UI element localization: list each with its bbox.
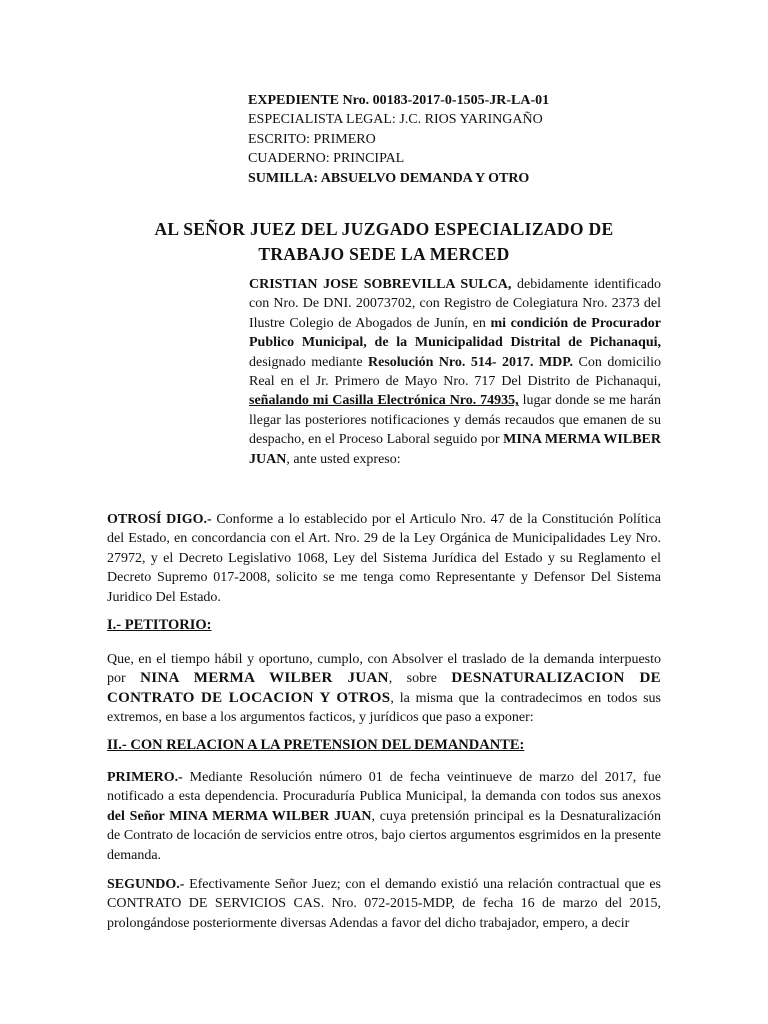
sumilla-line: SUMILLA: ABSUELVO DEMANDA Y OTRO — [248, 170, 530, 186]
otrosi-paragraph — [107, 510, 661, 607]
petitorio-paragraph — [107, 650, 661, 728]
intro-text-3: Con domicilio Real en el Jr. Primero de Mayo Nro. 717 Del Distrito de Pichanaqui, — [249, 354, 661, 390]
petitorio-text-3: , la misma que la contradecimos en todos sus extremos, en base a los argumentos facticos, y jurídicos que paso a exponer: — [107, 690, 661, 726]
intro-text-5: , ante usted expreso: — [286, 451, 401, 467]
cuaderno-line: CUADERNO: PRINCIPAL — [248, 151, 405, 167]
escrito-line: ESCRITO: PRIMERO — [248, 131, 376, 147]
expediente-line: EXPEDIENTE Nro. 00183-2017-0-1505-JR-LA-01 — [248, 93, 550, 108]
intro-text-2: designado mediante — [249, 354, 369, 370]
petitorio-materia: DESNATURALIZACION DE CONTRATO DE LOCACION Y OTROS — [107, 670, 661, 706]
petitorio-text-2: , sobre — [388, 671, 452, 687]
petitorio-text-1: Que, en el tiempo hábil y oportuno, cumplo, con Absolver el traslado de la demanda interpuesto por — [107, 652, 661, 687]
resolucion-text: Resolución Nro. 514- 2017. MDP. — [368, 354, 574, 370]
otrosi-text: Conforme a lo establecido por el Articulo Nro. 47 de la Constitución Política del Estado, en concordancia con el Art. Nro. 29 de la Ley Orgánica de Municipalidades Ley Nro. 27972, y el Decreto Legislativo 1068, Ley del Sistema Jurídica del Estado y su Reglamento el Decreto Supremo 017-2008, solicito se me tenga como Representante y Defensor Del Sistema Juridico Del Estado. — [107, 512, 661, 605]
title-line-1: AL SEÑOR JUEZ DEL JUZGADO ESPECIALIZADO DE — [154, 219, 614, 239]
section-2-heading: II.- CON RELACION A LA PRETENSION DEL DEMANDANTE: — [107, 737, 525, 753]
segundo-label: SEGUNDO.- — [107, 877, 185, 892]
otrosi-label: OTROSÍ DIGO.- — [107, 512, 212, 527]
intro-text-1: debidamente identificado con Nro. De DNI. 20073702, con Registro de Colegiatura Nro. 2373 del Ilustre Colegio de Abogados de Junín, en — [249, 277, 662, 331]
condicion-text: mi condición de Procurador Publico Municipal, de la Municipalidad Distrital de Pichanaqui, — [249, 315, 662, 351]
primero-senor: del Señor MINA MERMA WILBER JUAN — [107, 808, 372, 824]
petitorio-heading: I.- PETITORIO: — [107, 617, 212, 633]
intro-paragraph — [249, 275, 661, 469]
segundo-paragraph — [107, 875, 661, 933]
primero-text-2: , cuya pretensión principal es la Desnaturalización de Contrato de locación de servicios entre otros, bajo ciertos argumentos esgrimidos en la presente demanda. — [107, 808, 661, 863]
segundo-text: Efectivamente Señor Juez; con el demando existió una relación contractual que es CONTRATO DE SERVICIOS CAS. Nro. 072-2015-MDP, de fecha 16 de marzo del 2015, prolongándose posteriormente diversas Adendas a favor del dicho trabajador, empero, a decir — [107, 877, 661, 931]
case-header — [248, 91, 549, 188]
casilla-text: señalando mi Casilla Electrónica Nro. 74935, — [249, 393, 519, 409]
petitorio-demandante: NINA MERMA WILBER JUAN — [140, 670, 389, 687]
primero-label: PRIMERO.- — [107, 770, 183, 785]
document-title — [60, 217, 708, 267]
primero-paragraph — [107, 768, 661, 865]
title-line-2: TRABAJO SEDE LA MERCED — [258, 244, 510, 264]
intro-text-4: lugar donde se me harán llegar las posteriores notificaciones y demás recaudos que emanen de su despacho, en el Proceso Laboral seguido por — [249, 393, 661, 448]
especialista-line: ESPECIALISTA LEGAL: J.C. RIOS YARINGAÑO — [248, 112, 543, 128]
primero-text-1: Mediante Resolución número 01 de fecha veintinueve de marzo del 2017, fue notificado a esta dependencia. Procuraduría Publica Municipal, la demanda con todos sus anexos — [107, 770, 661, 805]
demandante-name: MINA MERMA WILBER JUAN — [249, 432, 661, 467]
procurador-name: CRISTIAN JOSE SOBREVILLA SULCA, — [249, 277, 512, 292]
